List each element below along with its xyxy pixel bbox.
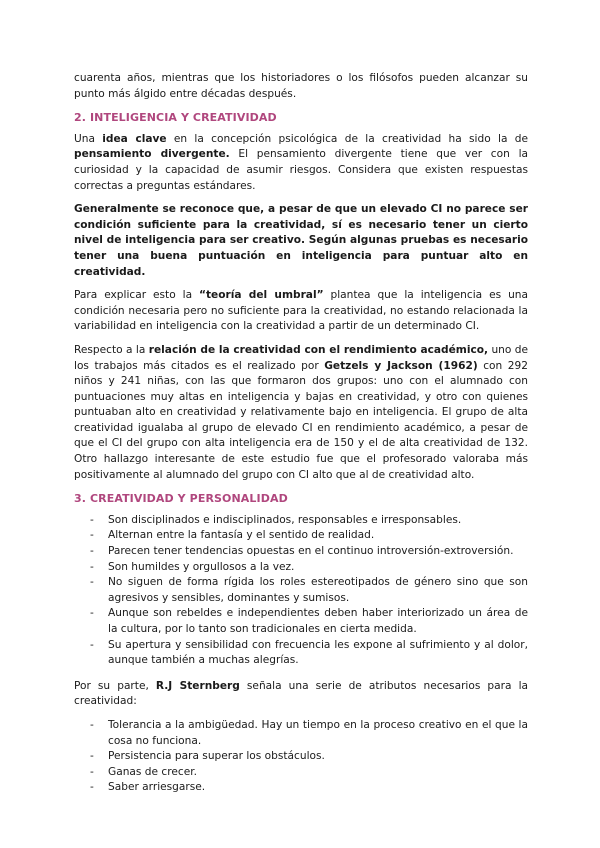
paragraph-sternberg: Por su parte, R.J Sternberg señala una serie de atributos necesarios para la creatividad: [74,679,529,708]
bold-idea-clave: idea clave [102,132,167,145]
intro-paragraph: cuarenta años, mientras que los historiadores o los filósofos pueden alcanzar su punto más álgido entre décadas después. [74,72,528,100]
personality-list [74,513,528,669]
bold-sternberg: R.J Sternberg [155,679,240,692]
bold-teoria-umbral: “teoría del umbral” [199,289,324,302]
bold-getzels-jackson: Getzels y Jackson (1962) [324,359,478,372]
sternberg-attributes-list [74,718,528,796]
list-item: - Ganas de crecer. [74,765,528,781]
paragraph-idea-clave: Una idea clave en la concepción psicológica de la creatividad ha sido la de pensamiento divergente. El pensamiento divergente tiene que ver con la curiosidad y la capacidad de asumir riesgos. Considera que existen respuestas correctas a preguntas estándares. [74,132,528,192]
document-body [74,71,528,806]
list-item: - Alternan entre la fantasía y el sentido de realidad. [74,528,528,544]
list-item: - Su apertura y sensibilidad con frecuencia les expone al sufrimiento y al dolor, aunque también a muchas alegrías. [74,638,528,669]
list-item: - Parecen tener tendencias opuestas en el continuo introversión-extroversión. [74,544,528,560]
list-item: - Son disciplinados e indisciplinados, responsables e irresponsables. [74,513,528,529]
bold-pensamiento-divergente: pensamiento divergente. [74,148,230,161]
list-item: - Tolerancia a la ambigüedad. Hay un tiempo en la proceso creativo en el que la cosa no funciona. [74,718,528,749]
list-item: - Saber arriesgarse. [74,780,528,796]
bold-relacion-rendimiento: relación de la creatividad con el rendimiento académico, [148,343,489,356]
section-heading-inteligencia: 2. INTELIGENCIA Y CREATIVIDAD [74,111,277,125]
list-item: - Aunque son rebeldes e independientes deben haber interiorizado un área de la cultura, por lo tanto son tradicionales en cierta medida. [74,606,528,637]
list-item: - No siguen de forma rígida los roles estereotipados de género sino que son agresivos y sensibles, dominantes y sumisos. [74,575,528,606]
list-item: - Son humildes y orgullosos a la vez. [74,560,528,576]
paragraph-rendimiento-academico: Respecto a la relación de la creatividad con el rendimiento académico, uno de los trabajos más citados es el realizado por Getzels y Jackson (1962) con 292 niños y 241 niñas, con las que formaron dos grupos: uno con el alumnado con puntuaciones muy altas en inteligencia y bajas en creatividad, y otro con quienes puntuaban alto en creatividad y relativamente bajo en inteligencia. El grupo de alta creatividad igualaba al grupo de elevado CI en rendimiento académico, a pesar de que el CI del grupo con alta inteligencia era de 150 y el de alta creatividad de 132. Otro hallazgo interesante de este estudio fue que el profesorado valoraba más positivamente al alumnado del grupo con CI alto que al de creatividad alto. [74,343,529,481]
paragraph-ci-condicion: Generalmente se reconoce que, a pesar de que un elevado CI no parece ser condición suficiente para la creatividad, sí es necesario tener un cierto nivel de inteligencia para ser creativo. Según algunas pruebas es necesario tener una buena puntuación en inteligencia para puntuar alto en creatividad. [74,203,528,278]
section-heading-personalidad: 3. CREATIVIDAD Y PERSONALIDAD [74,492,288,506]
paragraph-teoria-umbral: Para explicar esto la “teoría del umbral” plantea que la inteligencia es una condición necesaria pero no suficiente para la creatividad, no estando relacionada la variabilidad en inteligencia con la creatividad a partir de un determinado CI. [74,289,528,333]
list-item: - Persistencia para superar los obstáculos. [74,749,528,765]
